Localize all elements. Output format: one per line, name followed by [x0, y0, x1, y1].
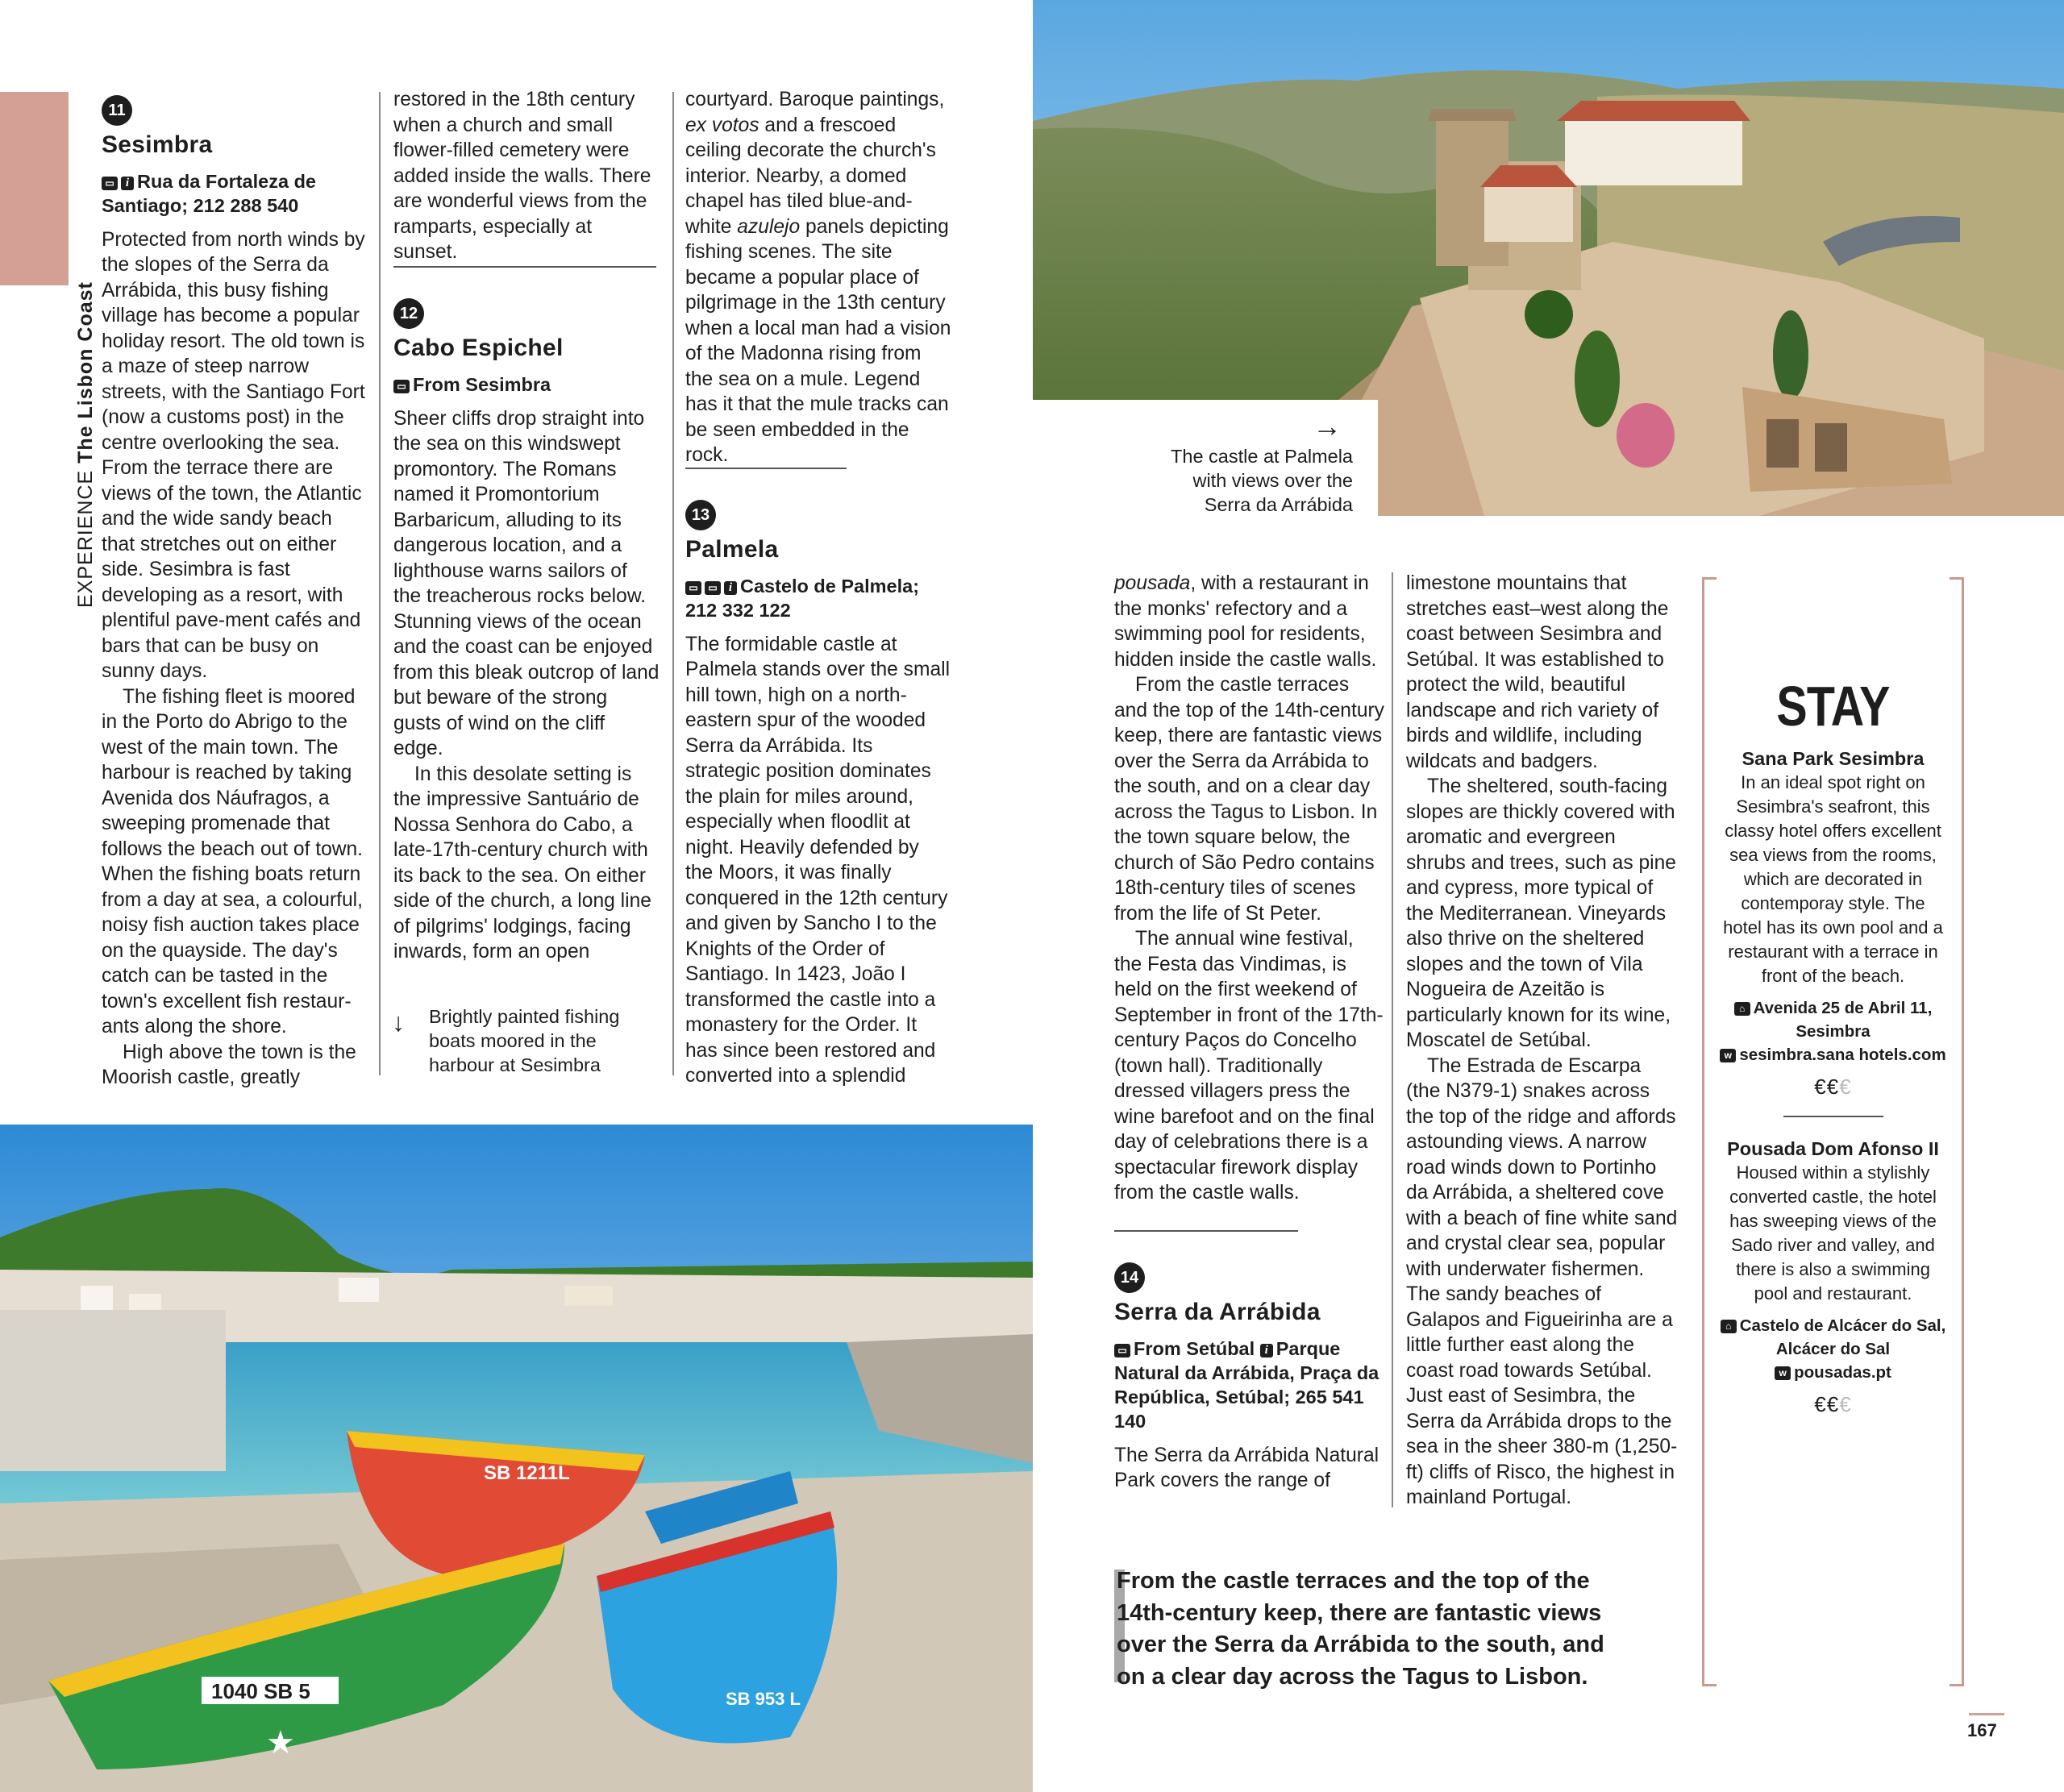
price-rating: [1720, 1075, 1946, 1100]
section-rule: [1114, 1230, 1298, 1232]
boats-photo: [0, 1125, 1033, 1792]
text-run: azulejo: [737, 215, 801, 238]
pull-quote: From the castle terraces and the top of the 14th-century keep, there are fantastic views over the Serra da Arrábida to the south, and on a clear day across the Tagus to Lisbon.: [1117, 1568, 1604, 1690]
info-icon: i: [121, 177, 134, 190]
website-text: pousadas.pt: [1794, 1363, 1891, 1382]
paragraph: [1114, 571, 1384, 672]
bus-icon: ▭: [1114, 1344, 1130, 1358]
hotel-address: [1720, 996, 1946, 1043]
price-off: €: [1839, 1392, 1852, 1416]
hotel-description: In an ideal spot right on Sesimbra's seafront, this classy hotel offers excellent sea views from the rooms, which are decorated in contemporay style. The hotel has its own pool and a restaurant with a terrace in front of the beach.: [1723, 772, 1943, 986]
info-palmela: [685, 574, 951, 622]
hotel-description: Housed within a stylishly converted castle, the hotel has sweeping views of the Sado river and valley, and there is also a swimming pool and restaurant.: [1729, 1162, 1937, 1303]
info-text: Rua da Fortaleza de Santiago; 212 288 540: [102, 170, 316, 216]
info-text: Parque Natural da Arrábida, Praça da República, Setúbal; 265 541 140: [1114, 1337, 1379, 1432]
address-text: Avenida 25 de Abril 11, Sesimbra: [1753, 999, 1933, 1041]
web-icon: w: [1775, 1366, 1791, 1380]
info-arrabida: [1114, 1337, 1384, 1433]
price-on: €€: [1814, 1075, 1840, 1099]
column-divider: [672, 92, 674, 1075]
caption-castle: The castle at Palmela with views over the Serra da Arrábida: [1171, 446, 1353, 515]
web-icon: w: [1720, 1049, 1736, 1062]
entry-number-12: 12: [393, 298, 424, 329]
address-text: Castelo de Alcácer do Sal, Alcácer do Sal: [1739, 1316, 1946, 1358]
price-off: €: [1839, 1075, 1852, 1099]
boats-illustration: [0, 1125, 1033, 1792]
text-run: courtyard. Baroque paintings,: [685, 89, 945, 110]
divider: [1783, 1116, 1883, 1117]
arrow-right-icon: →: [1313, 410, 1342, 443]
address-icon: ⌂: [1721, 1320, 1737, 1333]
paragraph: In this desolate setting is the impressive Santuário de Nossa Senhora do Cabo, a late-17th-century church with its back to the sea. On either side of the church, a long line of pilgrims' lodgings, facing inwards, form an open: [393, 763, 651, 963]
paragraph: High above the town is the Moorish castle, greatly: [102, 1041, 356, 1088]
heading-cabo-espichel: Cabo Espichel: [393, 335, 564, 361]
entry-number-13: 13: [685, 500, 716, 530]
info-text: From Setúbal: [1134, 1337, 1255, 1359]
stay-title: STAY: [1776, 675, 1890, 738]
text-run: and a frescoed ceiling decorate the church's interior. Nearby, a domed chapel has tiled blue-and-white: [685, 114, 936, 238]
heading-sesimbra: Sesimbra: [102, 131, 213, 158]
column-divider: [379, 92, 381, 1075]
star-decoration: ★: [266, 1725, 295, 1761]
entry-number-14: 14: [1114, 1262, 1145, 1293]
text-run: panels depicting fishing scenes. The site became a popular place of pilgrimage in the 13th century when a local man had a vision of the Madonna rising from the sea on a mule. Legend has it that the mule tracks can be seen embedded in the rock.: [685, 215, 951, 466]
column-3-palmela: [685, 500, 951, 1089]
heading-serra-arrabida: Serra da Arrábida: [1114, 1299, 1321, 1325]
paragraph: The annual wine festival, the Festa das Vindimas, is held on the first weekend of September in front of the 17th-century Paços do Concelho (town hall). Traditionally dressed villagers press the wine barefoot and on the final day of celebrations there is a spectacular firework display from the castle walls.: [1114, 928, 1384, 1204]
caption-boats: Brightly painted fishing boats moored in the harbour at Sesimbra: [429, 1006, 620, 1075]
stay-box: [1702, 577, 1964, 1686]
paragraph: restored in the 18th century when a church and small flower-filled cemetery were added inside the walls. There are wonderful views from the ramparts, especially at sunset.: [393, 89, 651, 263]
chapter-tab: [0, 92, 69, 285]
page-number: 167: [1967, 1720, 1997, 1740]
paragraph: The Estrada de Escarpa (the N379-1) snakes across the top of the ridge and affords astounding views. A narrow road winds down to Portinho da Arrábida, a sheltered cove with a beach of fine white sand and crystal clear sea, popular with underwater fishermen. The sandy beaches of Galapos and Figueirinha are a little further east along the coast road towards Setúbal. Just east of Sesimbra, the Serra da Arrábida drops to the sea in the sheer 380-m (1,250-ft) cliffs of Risco, the highest in mainland Portugal.: [1406, 1054, 1678, 1508]
page-number-rule: [1969, 1713, 2004, 1715]
column-4: [1114, 571, 1384, 1206]
boat-label: SB 1211L: [484, 1462, 570, 1484]
train-icon: ▭: [685, 581, 701, 595]
entry-number-11: 11: [102, 95, 132, 126]
section-rule: [685, 468, 847, 469]
hotel-address: [1720, 1314, 1946, 1361]
hotel-name: Sana Park Sesimbra: [1742, 748, 1925, 769]
column-4-arrabida: [1114, 1262, 1384, 1494]
text-run: , with a restaurant in the monks' refectory and a swimming pool for residents, hidden inside the castle walls.: [1114, 572, 1377, 671]
price-on: €€: [1814, 1392, 1840, 1416]
chapter-title: The Lisbon Coast: [74, 281, 97, 464]
bus-icon: ▭: [102, 177, 118, 190]
chapter-label: [74, 281, 98, 608]
info-icon: i: [1260, 1344, 1273, 1358]
column-divider: [1392, 572, 1393, 1507]
column-3: [685, 87, 951, 468]
paragraph: From the castle terraces and the top of the 14th-century keep, there are fantastic views over the Serra da Arrábida to the south, and on a clear day across the Tagus to Lisbon. In the town square below, the church of São Pedro contains 18th-century tiles of scenes from the life of St Peter.: [1114, 674, 1384, 925]
bus-icon: ▭: [393, 380, 410, 393]
paragraph: Sheer cliffs drop straight into the sea on this windswept promontory. The Romans named it Promontorium Barbaricum, alluding to its dangerous location, and a lighthouse warns sailors of the treacherous rocks below. Stunning views of the ocean and the coast can be enjoyed from this bleak outcrop of land but beware of the strong gusts of wind on the cliff edge.: [393, 407, 660, 759]
text-run: pousada: [1114, 572, 1191, 594]
boat-label: SB 953 L: [726, 1689, 801, 1709]
info-text: From Sesimbra: [413, 373, 551, 395]
paragraph: limestone mountains that stretches east–west along the coast between Sesimbra and Setúbal. It was established to protect the wild, beautiful landscape and rich variety of birds and wildlife, including wildcats and badgers.: [1406, 572, 1669, 772]
paragraph: The Serra da Arrábida Natural Park covers the range of: [1114, 1444, 1379, 1491]
info-icon: i: [724, 581, 737, 595]
info-cabo: [393, 372, 660, 397]
section-label: EXPERIENCE: [74, 469, 97, 608]
text-run: ex votos: [685, 114, 759, 136]
paragraph: The formidable castle at Palmela stands over the small hill town, high on a north-eastern spur of the wooded Serra da Arrábida. Its strategic position dominates the plain for miles around, especially when floodlit at night. Heavily defended by the Moors, it was finally conquered in the 12th century and given by Sancho I to the Knights of the Order of Santiago. In 1423, João I transformed the castle into a monastery for the Order. It has since been restored and converted into a splendid: [685, 633, 951, 1087]
paragraph: [685, 87, 951, 468]
column-1: [102, 95, 368, 1091]
paragraph: The sheltered, south-facing slopes are thickly covered with aromatic and evergreen shrubs and trees, such as pine and cypress, more typical of the Mediterranean. Vineyards also thrive on the sheltered slopes and the town of Vila Nogueira de Azeitão is particularly known for its wine, Moscatel de Setúbal.: [1406, 775, 1676, 1051]
price-rating: [1720, 1392, 1946, 1417]
info-text: Castelo de Palmela; 212 332 122: [685, 575, 920, 621]
heading-palmela: Palmela: [685, 536, 779, 563]
hotel-name: Pousada Dom Afonso II: [1727, 1138, 1939, 1159]
section-rule: [393, 266, 656, 268]
paragraph: The fishing fleet is moored in the Porto do Abrigo to the west of the main town. The harbour is reached by taking Avenida dos Náufragos, a sweeping promenade that follows the beach out of town. When the fishing boats return from a day at sea, a colourful, noisy fish auction takes place on the quayside. The day's catch can be tasted in the town's excellent fish restaur-ants along the shore.: [102, 685, 364, 1037]
column-2: [393, 87, 660, 265]
website-text: sesimbra.sana hotels.com: [1739, 1046, 1946, 1064]
column-2-cabo: [393, 298, 660, 965]
boat-label: 1040 SB 5: [211, 1679, 310, 1703]
info-sesimbra: [102, 169, 368, 218]
hotel-website[interactable]: [1720, 1043, 1946, 1066]
column-5: [1406, 571, 1680, 1511]
hotel-website[interactable]: [1720, 1361, 1946, 1384]
paragraph: Protected from north winds by the slopes of the Serra da Arrábida, this busy fishing village has become a popular holiday resort. The old town is a maze of steep narrow streets, with the Santiago Fort (now a customs post) in the centre overlooking the sea. From the terrace there are views of the town, the Atlantic and the wide sandy beach that stretches out on either side. Sesimbra is fast developing as a resort, with plentiful pave-ment cafés and bars that can be busy on sunny days.: [102, 228, 365, 682]
arrow-down-icon: ↓: [392, 1008, 405, 1037]
address-icon: ⌂: [1734, 1002, 1750, 1016]
bus-icon: ▭: [705, 581, 721, 595]
